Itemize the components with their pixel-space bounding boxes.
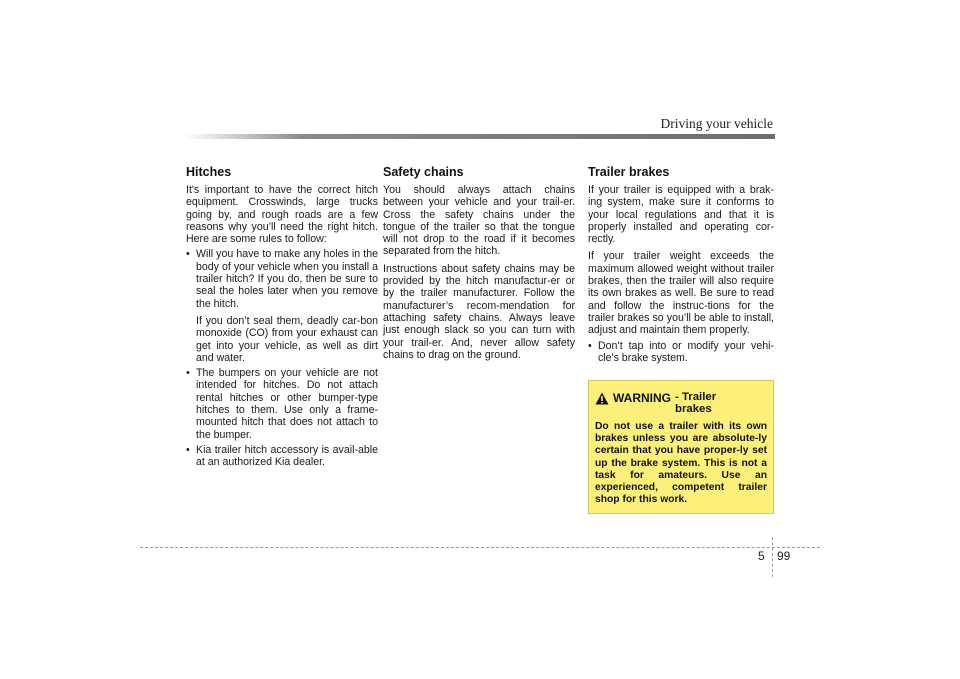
list-item [186, 248, 378, 364]
bullet-dot: • [186, 248, 190, 261]
safety-chains-section [383, 165, 575, 361]
bullet-dot: • [186, 367, 190, 380]
trailer-brakes-bullet-list [588, 340, 774, 365]
hitches-intro: It's important to have the correct hitch equipment. Crosswinds, large trucks going by, and rough roads are a few reasons why you’ll need the right hitch. Here are some rules to follow: [186, 184, 378, 246]
warning-box [588, 380, 774, 514]
warning-header [595, 391, 767, 415]
safety-chains-para-2: Instructions about safety chains may be provided by the hitch manufactur-er or by the trailer manufacturer. Follow the manufacturer’s recom-mendation for attaching safety chains. Always leave just enough slack so you can turn with your trail-er. And, never allow safety chains to drag on the ground. [383, 262, 575, 361]
trailer-brakes-para-1: If your trailer is equipped with a brak-ing system, make sure it conforms to your local regulations and that it is properly installed and operating cor-rectly. [588, 184, 774, 246]
page-number: 99 [777, 549, 791, 563]
hitches-bullet-1-sub: If you don’t seal them, deadly car-bon monoxide (CO) from your exhaust can get into your vehicle, as well as dirt and water. [196, 314, 378, 364]
warning-text: Do not use a trailer with its own brakes unless you are absolute-ly certain that you have proper-ly set up the brake system. This is not a task for amateurs. Use an experienced, competent trailer shop for this work. [595, 421, 767, 506]
trailer-brakes-section [588, 165, 774, 367]
header-rule [185, 134, 775, 139]
warning-subject: - Trailer brakes [675, 391, 717, 415]
hitches-heading: Hitches [186, 165, 232, 179]
list-item [186, 444, 378, 469]
hitches-bullet-3: Kia trailer hitch accessory is avail-able at an authorized Kia dealer. [196, 443, 378, 469]
trailer-brakes-heading: Trailer brakes [588, 165, 670, 179]
hitches-bullet-2: The bumpers on your vehicle are not intended for hitches. Do not attach rental hitches or other bumper-type hitches to them. Use only a frame-mounted hitch that does not attach to the bumper. [196, 367, 378, 441]
running-header: Driving your vehicle [660, 116, 773, 131]
bullet-dot: • [186, 443, 190, 456]
warning-label: WARNING [613, 391, 671, 405]
trailer-brakes-bullet-1: Don’t tap into or modify your vehi-cle's brake system. [598, 339, 774, 364]
bullet-dot: • [588, 339, 592, 352]
list-item [588, 340, 774, 365]
safety-chains-para-1: You should always attach chains between your vehicle and your trail-er. Cross the safety chains under the tongue of the trailer so that the tongue will not drop to the road if it becomes separated from the hitch. [383, 184, 575, 258]
hitches-bullet-1: Will you have to make any holes in the body of your vehicle when you install a trailer hitch? If you do, then be sure to seal the holes later when you remove the hitch. [196, 248, 378, 310]
warning-triangle-icon [595, 392, 609, 405]
footer-rule [140, 547, 820, 548]
section-number: 5 [758, 549, 765, 563]
hitches-section [186, 165, 378, 472]
footer-divider [772, 537, 773, 577]
safety-chains-heading: Safety chains [383, 165, 464, 179]
trailer-brakes-para-2: If your trailer weight exceeds the maximum allowed weight without trailer brakes, then the trailer will also require its own brakes as well. Be sure to read and follow the instruc-tions for the trailer brakes so you’ll be able to install, adjust and maintain them properly. [588, 250, 774, 337]
hitches-bullet-list [186, 248, 378, 468]
list-item [186, 367, 378, 441]
